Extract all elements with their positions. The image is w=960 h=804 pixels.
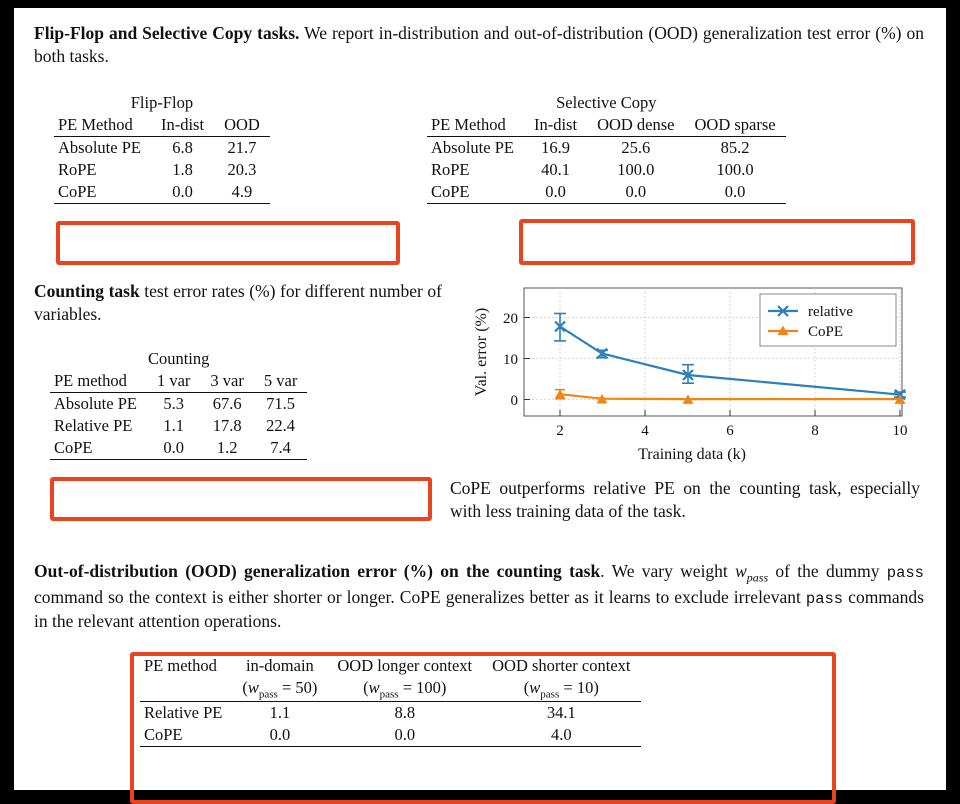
- selcopy-col-ooddense: OOD dense: [597, 115, 675, 134]
- ood-header-row: [140, 650, 641, 677]
- paper-figure-page: [14, 8, 946, 790]
- chart-legend-cope: CoPE: [808, 324, 844, 340]
- ood-row0-method: Relative PE: [140, 702, 232, 725]
- selcopy-row2-v0: 0.0: [524, 181, 587, 204]
- counting-col-1var: 1 var: [156, 371, 191, 390]
- selcopy-row0-v0: 16.9: [524, 137, 587, 160]
- w-pass-symbol: w: [735, 561, 747, 581]
- selective-copy-caption-row: [427, 92, 786, 114]
- flipflop-col-ood: OOD: [224, 115, 260, 134]
- counting-row2-v2: 7.4: [254, 437, 307, 460]
- flipflop-header-row: [54, 114, 270, 137]
- ood-col-method: PE method: [144, 656, 217, 675]
- flipflop-row0-indist: 6.8: [151, 137, 214, 160]
- chart-legend: [760, 294, 896, 346]
- ood-row1-v1: 0.0: [327, 724, 482, 747]
- flipflop-row2-ood: 4.9: [214, 181, 270, 204]
- selective-copy-header-row: [427, 114, 786, 137]
- selcopy-col-method: PE Method: [431, 115, 506, 134]
- svg-text:8: 8: [811, 423, 819, 439]
- ood-col-indomain: in-domain: [245, 656, 314, 675]
- highlight-box-selective-copy-cope: [519, 219, 915, 265]
- flipflop-row0-method: Absolute PE: [54, 137, 151, 160]
- table-row: [50, 415, 307, 437]
- selcopy-row0-v2: 85.2: [685, 137, 786, 160]
- counting-col-5var: 5 var: [263, 371, 298, 390]
- counting-table: [50, 348, 307, 460]
- caption-title: Flip-Flop and Selective Copy tasks.: [34, 23, 300, 43]
- svg-text:6: 6: [726, 423, 734, 439]
- counting-row2-v0: 0.0: [147, 437, 200, 460]
- paper-content: [32, 22, 928, 776]
- selcopy-row2-v2: 0.0: [685, 181, 786, 204]
- svg-text:2: 2: [556, 423, 564, 439]
- ood-sub-indomain: $(w_{pass} = 50)$: [242, 678, 318, 701]
- highlight-box-flipflop-cope: [56, 221, 400, 265]
- counting-table-caption-row: [50, 348, 307, 370]
- highlight-box-counting-cope: [50, 477, 432, 521]
- counting-row1-v2: 22.4: [266, 416, 296, 435]
- table-row: [140, 724, 641, 747]
- selcopy-row1-v1: 100.0: [617, 160, 655, 179]
- flipflop-row1-method: RoPE: [58, 160, 97, 179]
- selcopy-row2-method: CoPE: [427, 181, 524, 204]
- ood-col-shorter: OOD shorter context: [492, 656, 631, 675]
- ood-row1-v0: 0.0: [232, 724, 327, 747]
- counting-row1-method: Relative PE: [54, 416, 133, 435]
- flipflop-col-method: PE Method: [58, 115, 133, 134]
- table-row: [54, 181, 270, 204]
- ood-row0-v0: 1.1: [232, 702, 327, 725]
- selective-copy-caption: Selective Copy: [556, 93, 657, 112]
- selcopy-row2-v1: 0.0: [587, 181, 684, 204]
- counting-caption-title: Counting task: [34, 281, 140, 301]
- chart-ylabel: Val. error (%): [473, 307, 490, 397]
- chart-svg: [464, 280, 924, 470]
- counting-header-row: [50, 370, 307, 393]
- svg-text:10: 10: [503, 352, 518, 368]
- flipflop-row0-ood: 21.7: [214, 137, 270, 160]
- flipflop-table-caption-row: [54, 92, 270, 114]
- pass-command-2: pass: [805, 590, 844, 609]
- flipflop-row1-ood: 20.3: [227, 160, 257, 179]
- flipflop-row1-indist: 1.8: [172, 160, 193, 179]
- selcopy-row0-v1: 25.6: [587, 137, 684, 160]
- counting-row2-v1: 1.2: [200, 437, 253, 460]
- ood-table: [140, 650, 641, 747]
- counting-col-3var: 3 var: [210, 371, 244, 390]
- counting-row0-v0: 5.3: [147, 393, 200, 416]
- counting-row1-v1: 17.8: [212, 416, 242, 435]
- table-row: [427, 181, 786, 204]
- counting-row0-v2: 71.5: [254, 393, 307, 416]
- counting-row2-method: CoPE: [50, 437, 147, 460]
- table-row: [54, 137, 270, 160]
- flipflop-row2-method: CoPE: [54, 181, 151, 204]
- caption-text: We report in-distribution and out-of-distribution (OOD) generalization test error (%) on both tasks.: [34, 23, 924, 67]
- table-row: [50, 437, 307, 460]
- selcopy-row1-v0: 40.1: [541, 160, 570, 179]
- table-row: [427, 137, 786, 160]
- counting-task-caption: [34, 280, 442, 326]
- svg-text:0: 0: [510, 393, 518, 409]
- svg-text:4: 4: [641, 423, 649, 439]
- ood-generalization-caption: [34, 560, 924, 633]
- validation-error-chart: [464, 280, 924, 470]
- svg-text:20: 20: [503, 311, 518, 327]
- selcopy-row1-method: RoPE: [431, 160, 470, 179]
- counting-row0-v1: 67.6: [200, 393, 253, 416]
- selcopy-row1-v2: 100.0: [716, 160, 754, 179]
- ood-row1-method: CoPE: [140, 724, 232, 747]
- w-pass-subscript: pass: [746, 570, 769, 585]
- ood-subheader-row: [140, 677, 641, 702]
- ood-caption-text-2: of the dummy: [768, 561, 887, 581]
- svg-text:10: 10: [892, 423, 908, 439]
- chart-x-ticklabels: [556, 423, 907, 439]
- ood-row0-v1: 8.8: [327, 702, 482, 725]
- ood-sub-longer: $(w_{pass} = 100)$: [363, 678, 447, 701]
- selcopy-col-indist: In-dist: [533, 115, 578, 134]
- table-row: [50, 393, 307, 416]
- ood-caption-text-3: command so the context is either shorter or longer. CoPE generalizes better as it learns to exclude irrelevant: [34, 587, 806, 608]
- selcopy-col-oodsparse: OOD sparse: [694, 115, 776, 134]
- selective-copy-table: [427, 92, 786, 204]
- flipflop-table-caption: Flip-Flop: [130, 93, 194, 112]
- counting-caption-text: test error rates (%) for different number of variables.: [34, 281, 442, 325]
- counting-table-caption: Counting: [147, 349, 210, 368]
- ood-caption-title: Out-of-distribution (OOD) generalization error (%) on the counting task: [34, 561, 601, 581]
- counting-col-method: PE method: [54, 371, 127, 390]
- flipflop-selectivecopy-caption: [34, 22, 924, 68]
- chart-caption: CoPE outperforms relative PE on the counting task, especially with less training data of the task.: [450, 478, 920, 522]
- ood-col-longer: OOD longer context: [337, 656, 473, 675]
- chart-y-ticklabels: [503, 311, 518, 409]
- chart-legend-relative: relative: [808, 304, 853, 320]
- selcopy-row0-method: Absolute PE: [427, 137, 524, 160]
- pass-command-1: pass: [886, 564, 924, 582]
- chart-xlabel: Training data (k): [638, 446, 746, 463]
- table-row: [427, 159, 786, 181]
- flipflop-table: [54, 92, 270, 204]
- table-row: [140, 702, 641, 725]
- ood-row0-v2: 34.1: [482, 702, 640, 725]
- ood-caption-text-1: . We vary weight: [600, 561, 736, 581]
- table-row: [54, 159, 270, 181]
- flipflop-row2-indist: 0.0: [151, 181, 214, 204]
- ood-row1-v2: 4.0: [482, 724, 640, 747]
- ood-sub-shorter: $(w_{pass} = 10)$: [523, 678, 599, 701]
- ood-caption-text-4: commands in the relevant attention operations.: [34, 587, 924, 631]
- flipflop-col-indist: In-dist: [160, 115, 205, 134]
- counting-row1-v0: 1.1: [163, 416, 184, 435]
- counting-row0-method: Absolute PE: [50, 393, 147, 416]
